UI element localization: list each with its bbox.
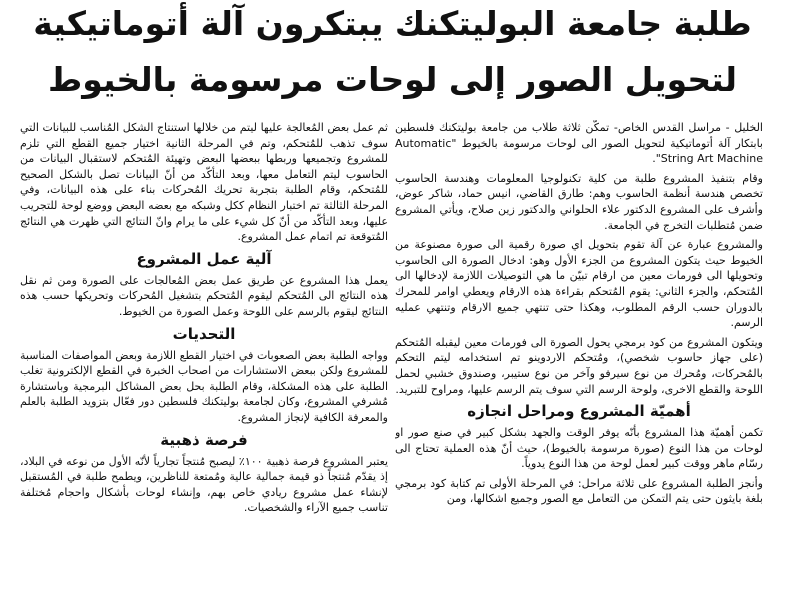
article-column-right (395, 120, 763, 600)
section-heading: آلية عمل المشروع (136, 249, 272, 268)
paragraph: يعتبر المشروع فرصة ذهبية ١٠٠٪ ليصبح مُنتجاً تجارياً لأنّه الأول من نوعه في البلاد، إذ يقدّم مُنتجاً ذو قيمة جمالية عالية ومُمتعة للناظرين، ويطمح طلبة في المُستقبل لإنشاء عمل مشروع ريادي خاص بهم، وإنشاء لوحات بأشكال واحجام مُختلفة تناسب جميع الآراء والشخصيات. (20, 454, 388, 515)
paragraph: وواجه الطلبة بعض الصعوبات في اختيار القطع اللازمة وبعض المواصفات المناسبة للمشروع ولكن ببعض الاستشارات من اصحاب الخبرة في القطع الإلكترونية تغلب الطلبة على هذه المشكلة، وقام الطلبة بحل بعض المشاكل البرمجية وباستشارة مُشرفي المشروع، وكان لجامعة بوليتكنك فلسطين دور فعّال بتزويد الطلبة بالعلم والمعرفة الكافية لإنجاز المشروع. (20, 348, 388, 424)
section-heading: أهميّة المشروع ومراحل انجازه (467, 402, 691, 421)
paragraph: وقام بتنفيذ المشروع طلبة من كلية تكنولوجيا المعلومات وهندسة الحاسوب تخصص هندسة أنظمة الحاسوب وهم: طارق القاضي، انيس حماد، شاكر عوض، وأشرف على المشروع الدكتور علاء الحلواني والدكتور زين صلاح، ويأتي المشروع ضمن مُتطلبات التخرج في الجامعة. (395, 171, 763, 232)
paragraph: وأنجز الطلبة المشروع على ثلاثة مراحل: في المرحلة الأولى تم كتابة كود برمجي بلغة بايثون حتى يتم التمكن من التعامل مع الصور وجميع اشكالها، ومن (395, 476, 763, 506)
headline-line-2: لتحويل الصور إلى لوحات مرسومة بالخيوط (48, 60, 737, 99)
article-column-left (20, 120, 388, 600)
section-heading: فرصة ذهبية (160, 430, 248, 449)
paragraph: تكمن أهميّة هذا المشروع بأنّه يوفر الوقت والجهد بشكل كبير في صنع صور او لوحات من هذا النوع (صورة مرسومة بالخيوط)، حيث أنّ هذه العملية تحتاج الى رسّام ماهر ووقت كبير لعمل لوحة من هذا النوع يدوياً. (395, 426, 763, 471)
paragraph: يعمل هذا المشروع عن طريق عمل بعض المُعالجات على الصورة ومن ثم نقل هذه النتائج الى المُتحكم ليقوم المُتحكم بتشغيل المُحركات وتحريكها حسب هذه النتائج ليقوم بالرسم على اللوحة وعمل الصورة من الخيوط. (20, 273, 388, 318)
paragraph: ثم عمل بعض المُعالجة عليها ليتم من خلالها استنتاج الشكل المُناسب للبيانات التي سوف تذهب للمُتحكم، وتم في المرحلة الثانية اختيار جميع القطع التي تلزم للمشروع وتجميعها وربطها ببعضها البعض وتهيئة المُتحكم لاستقبال البيانات من الحاسوب ليتم التعامل معها، وبعد التأكّد من أنّ البيانات تصل بالشكل الصحيح للمُتحكم، وقام الطلبة بتجربة تحريك المُحركات بناء على هذه البيانات، وفي المرحلة الثالثة تم اختبار النظام ككل وشبكه مع بعضه البعض ووضع لوحة للتجريب عليها، وبعد التأكّد من أنّ كل شيء على ما يرام وانّ النتائج التي ظهرت هي النتائج المُتوقعة تم اتمام عمل المشروع. (20, 121, 388, 244)
headline-line-1: طلبة جامعة البوليتكنك يبتكرون آلة أتوماتيكية (33, 4, 752, 43)
paragraph: والمشروع عبارة عن آلة تقوم بتحويل اي صورة رقمية الى صورة مصنوعة من الخيوط حيث يتكون المشروع من الجزء الأول وهو: ادخال الصورة الى الحاسوب وتحويلها الى فورمات معين من ارقام تبيّن ما هي التوصيلات اللازمة لإدخالها الى المُتحكم، والجزء الثاني: يقوم المُتحكم بقراءة هذه الارقام ويعطي اوامر للمحرك بالدوران حسب الرقم المطلوب، وهكذا حتى تنتهي جميع الارقام وتنتهي عمليه الرسم. (395, 238, 763, 330)
section-heading: التحديات (172, 324, 236, 343)
paragraph: ويتكون المشروع من كود برمجي يحول الصورة الى فورمات معين ليقبله المُتحكم (على جهاز حاسوب شخصي)، ومُتحكم الاردوينو تم استخدامه ليتم التحكم بالمُحركات، ومُحرك من نوع سيرفو وآخر من نوع ستيبر، وصندوق خشبي لحمل اللوحة والقطع الاخرى، ولوحة الرسم التي سوف يتم الرسم عليها، ومراوح للتبريد. (395, 335, 763, 396)
paragraph: الخليل - مراسل القدس الخاص- تمكّن ثلاثة طلاب من جامعة بوليتكنك فلسطين بابتكار آلة أتوماتيكية لتحويل الصور الى لوحات مرسومة بالخيوط "Automatic String Art Machine". (395, 121, 763, 166)
